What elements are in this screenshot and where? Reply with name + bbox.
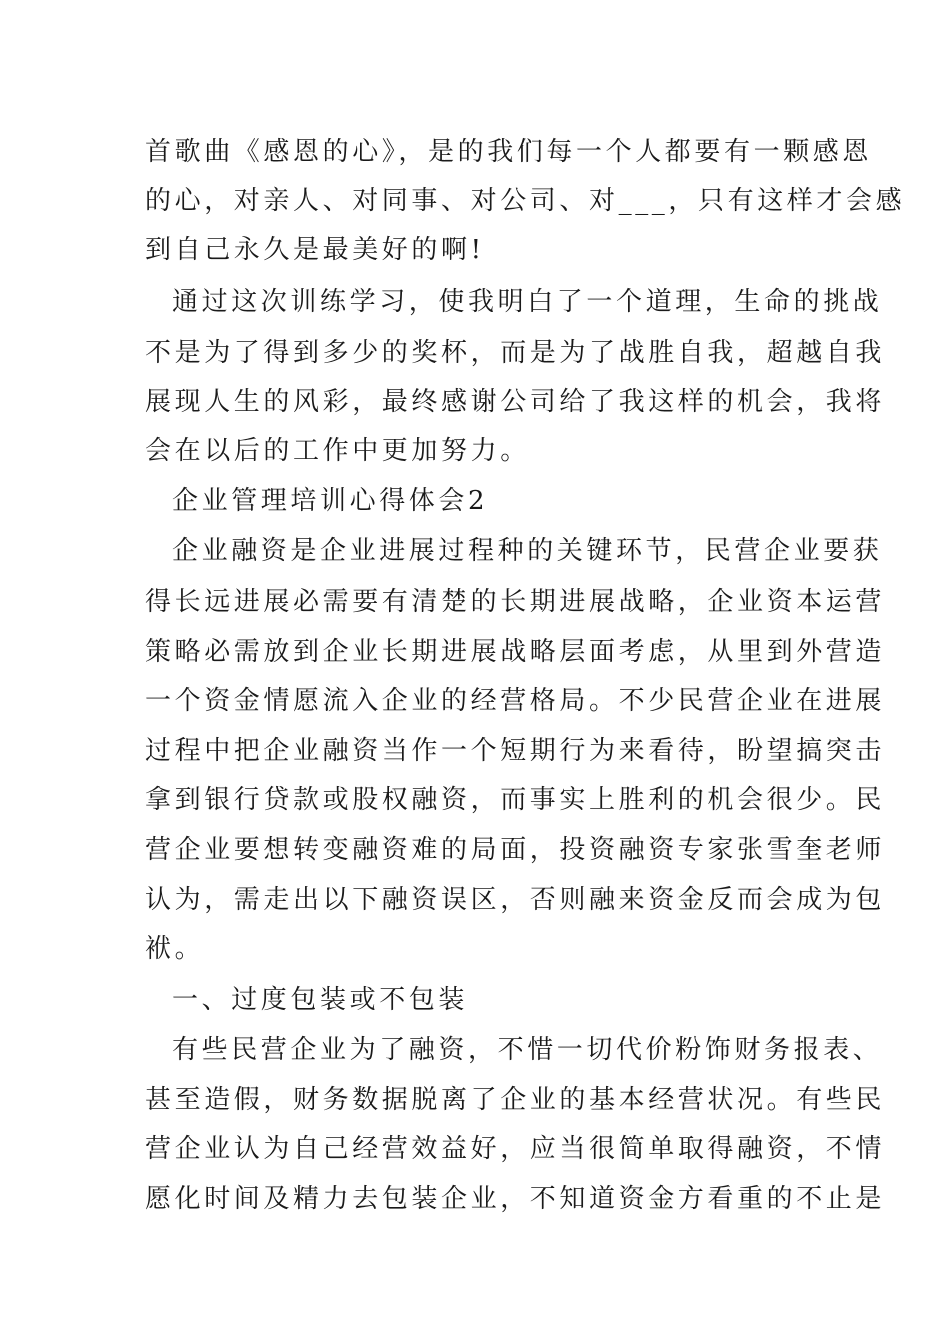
- paragraph-start-line: 有些民营企业为了融资，不惜一切代价粉饰财务报表、: [172, 1035, 883, 1065]
- text-line: 展现人生的风彩，最终感谢公司给了我这样的机会，我将: [145, 387, 886, 417]
- text-line: 过程中把企业融资当作一个短期行为来看待，盼望搞突击: [145, 736, 886, 766]
- text-line: 会在以后的工作中更加努力。: [145, 436, 530, 466]
- text-line: 甚至造假，财务数据脱离了企业的基本经营状况。有些民: [145, 1085, 886, 1115]
- text-line: 的心，对亲人、对同事、对公司、对___，只有这样才会感: [145, 186, 906, 216]
- paragraph-start-line: 企业融资是企业进展过程种的关键环节，民营企业要获: [172, 536, 883, 566]
- text-line: 营企业要想转变融资难的局面，投资融资专家张雪奎老师: [145, 835, 886, 865]
- text-line: 愿化时间及精力去包装企业，不知道资金方看重的不止是: [145, 1184, 886, 1214]
- text-line: 到自己永久是最美好的啊!: [145, 235, 485, 265]
- text-line: 策略必需放到企业长期进展战略层面考虑，从里到外营造: [145, 637, 886, 667]
- text-line: 认为，需走出以下融资误区，否则融来资金反而会成为包: [145, 885, 886, 915]
- text-line: 拿到银行贷款或股权融资，而事实上胜利的机会很少。民: [145, 785, 886, 815]
- paragraph-start-line: 通过这次训练学习，使我明白了一个道理，生命的挑战: [172, 287, 883, 317]
- text-line: 营企业认为自己经营效益好，应当很简单取得融资，不情: [145, 1134, 886, 1164]
- subsection-heading: 一、过度包装或不包装: [172, 985, 469, 1015]
- section-heading: 企业管理培训心得体会2: [172, 486, 489, 516]
- text-line: 得长远进展必需要有清楚的长期进展战略，企业资本运营: [145, 587, 886, 617]
- text-line: 不是为了得到多少的奖杯，而是为了战胜自我，超越自我: [145, 338, 886, 368]
- text-line: 一个资金情愿流入企业的经营格局。不少民营企业在进展: [145, 686, 886, 716]
- text-line: 袱。: [145, 934, 205, 964]
- text-line: 首歌曲《感恩的心》，是的我们每一个人都要有一颗感恩: [145, 137, 873, 167]
